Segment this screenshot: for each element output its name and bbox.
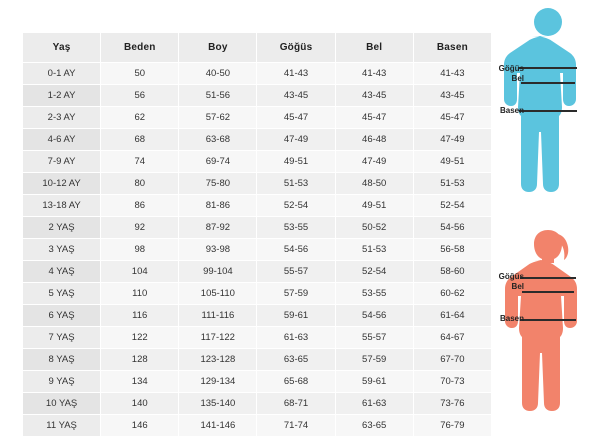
cell-beden: 56	[101, 85, 179, 107]
cell-gogus: 65-68	[257, 371, 335, 393]
cell-gogus: 52-54	[257, 195, 335, 217]
cell-age: 2-3 AY	[23, 107, 101, 129]
cell-boy: 63-68	[179, 129, 257, 151]
cell-bel: 43-45	[335, 85, 413, 107]
cell-basen: 64-67	[413, 327, 491, 349]
cell-boy: 105-110	[179, 283, 257, 305]
table-row	[23, 217, 492, 239]
size-table-container	[22, 32, 492, 437]
table-row	[23, 349, 492, 371]
cell-age: 10-12 AY	[23, 173, 101, 195]
cell-age: 8 YAŞ	[23, 349, 101, 371]
cell-beden: 92	[101, 217, 179, 239]
table-row	[23, 195, 492, 217]
table-row	[23, 239, 492, 261]
column-header-boy: Boy	[179, 33, 257, 63]
cell-age: 2 YAŞ	[23, 217, 101, 239]
size-table	[22, 32, 492, 437]
table-row	[23, 283, 492, 305]
cell-beden: 68	[101, 129, 179, 151]
cell-bel: 48-50	[335, 173, 413, 195]
cell-age: 4 YAŞ	[23, 261, 101, 283]
cell-age: 10 YAŞ	[23, 393, 101, 415]
cell-age: 6 YAŞ	[23, 305, 101, 327]
cell-bel: 63-65	[335, 415, 413, 437]
table-row	[23, 107, 492, 129]
figures-panel	[492, 0, 600, 445]
cell-bel: 55-57	[335, 327, 413, 349]
cell-gogus: 49-51	[257, 151, 335, 173]
boy-label-basen: Basen	[499, 106, 524, 115]
table-header-row	[23, 33, 492, 63]
girl-label-bel: Bel	[511, 282, 524, 291]
girl-silhouette-icon	[492, 228, 600, 440]
cell-gogus: 43-45	[257, 85, 335, 107]
cell-age: 11 YAŞ	[23, 415, 101, 437]
cell-basen: 76-79	[413, 415, 491, 437]
cell-beden: 116	[101, 305, 179, 327]
cell-boy: 51-56	[179, 85, 257, 107]
cell-basen: 56-58	[413, 239, 491, 261]
girl-lower-measure-labels	[478, 314, 524, 324]
cell-age: 1-2 AY	[23, 85, 101, 107]
cell-gogus: 59-61	[257, 305, 335, 327]
cell-basen: 49-51	[413, 151, 491, 173]
cell-age: 9 YAŞ	[23, 371, 101, 393]
cell-bel: 45-47	[335, 107, 413, 129]
table-row	[23, 371, 492, 393]
cell-bel: 50-52	[335, 217, 413, 239]
cell-gogus: 63-65	[257, 349, 335, 371]
cell-gogus: 53-55	[257, 217, 335, 239]
cell-beden: 134	[101, 371, 179, 393]
boy-lower-measure-labels	[478, 106, 524, 116]
cell-bel: 49-51	[335, 195, 413, 217]
table-row	[23, 327, 492, 349]
cell-gogus: 45-47	[257, 107, 335, 129]
girl-label-basen: Basen	[499, 314, 524, 323]
cell-basen: 41-43	[413, 63, 491, 85]
cell-beden: 50	[101, 63, 179, 85]
cell-boy: 111-116	[179, 305, 257, 327]
cell-bel: 57-59	[335, 349, 413, 371]
cell-beden: 62	[101, 107, 179, 129]
cell-beden: 98	[101, 239, 179, 261]
boy-label-bel: Bel	[511, 74, 524, 83]
table-row	[23, 63, 492, 85]
girl-upper-measure-labels	[478, 272, 524, 292]
cell-boy: 117-122	[179, 327, 257, 349]
table-header	[23, 33, 492, 63]
column-header-bel: Bel	[335, 33, 413, 63]
table-body	[23, 63, 492, 437]
table-row	[23, 305, 492, 327]
girl-label-gogus: Göğüs	[498, 272, 524, 281]
cell-basen: 51-53	[413, 173, 491, 195]
cell-basen: 73-76	[413, 393, 491, 415]
cell-bel: 53-55	[335, 283, 413, 305]
cell-gogus: 54-56	[257, 239, 335, 261]
boy-figure	[492, 6, 600, 221]
cell-boy: 93-98	[179, 239, 257, 261]
cell-bel: 51-53	[335, 239, 413, 261]
cell-basen: 61-64	[413, 305, 491, 327]
cell-boy: 69-74	[179, 151, 257, 173]
table-row	[23, 415, 492, 437]
cell-boy: 75-80	[179, 173, 257, 195]
cell-basen: 60-62	[413, 283, 491, 305]
cell-age: 5 YAŞ	[23, 283, 101, 305]
boy-label-gogus: Göğüs	[498, 64, 524, 73]
cell-boy: 99-104	[179, 261, 257, 283]
boy-upper-measure-labels	[478, 64, 524, 84]
cell-age: 13-18 AY	[23, 195, 101, 217]
cell-boy: 81-86	[179, 195, 257, 217]
table-row	[23, 151, 492, 173]
table-row	[23, 261, 492, 283]
cell-gogus: 71-74	[257, 415, 335, 437]
cell-basen: 47-49	[413, 129, 491, 151]
cell-bel: 52-54	[335, 261, 413, 283]
table-row	[23, 85, 492, 107]
cell-boy: 87-92	[179, 217, 257, 239]
cell-beden: 104	[101, 261, 179, 283]
cell-basen: 52-54	[413, 195, 491, 217]
cell-basen: 54-56	[413, 217, 491, 239]
cell-gogus: 55-57	[257, 261, 335, 283]
cell-bel: 59-61	[335, 371, 413, 393]
cell-gogus: 51-53	[257, 173, 335, 195]
cell-beden: 80	[101, 173, 179, 195]
cell-bel: 47-49	[335, 151, 413, 173]
table-row	[23, 129, 492, 151]
cell-boy: 135-140	[179, 393, 257, 415]
cell-boy: 40-50	[179, 63, 257, 85]
cell-beden: 74	[101, 151, 179, 173]
cell-age: 4-6 AY	[23, 129, 101, 151]
cell-boy: 141-146	[179, 415, 257, 437]
cell-age: 7-9 AY	[23, 151, 101, 173]
cell-age: 0-1 AY	[23, 63, 101, 85]
cell-basen: 67-70	[413, 349, 491, 371]
cell-bel: 54-56	[335, 305, 413, 327]
cell-beden: 110	[101, 283, 179, 305]
cell-gogus: 47-49	[257, 129, 335, 151]
cell-beden: 122	[101, 327, 179, 349]
cell-gogus: 41-43	[257, 63, 335, 85]
table-row	[23, 393, 492, 415]
cell-age: 3 YAŞ	[23, 239, 101, 261]
cell-gogus: 68-71	[257, 393, 335, 415]
cell-bel: 61-63	[335, 393, 413, 415]
cell-beden: 86	[101, 195, 179, 217]
cell-basen: 58-60	[413, 261, 491, 283]
cell-age: 7 YAŞ	[23, 327, 101, 349]
cell-basen: 43-45	[413, 85, 491, 107]
column-header-gogus: Göğüs	[257, 33, 335, 63]
cell-bel: 41-43	[335, 63, 413, 85]
cell-beden: 140	[101, 393, 179, 415]
column-header-beden: Beden	[101, 33, 179, 63]
cell-gogus: 57-59	[257, 283, 335, 305]
cell-beden: 128	[101, 349, 179, 371]
girl-figure	[492, 228, 600, 440]
table-row	[23, 173, 492, 195]
cell-basen: 70-73	[413, 371, 491, 393]
column-header-basen: Basen	[413, 33, 491, 63]
cell-beden: 146	[101, 415, 179, 437]
cell-boy: 129-134	[179, 371, 257, 393]
cell-basen: 45-47	[413, 107, 491, 129]
cell-boy: 57-62	[179, 107, 257, 129]
cell-bel: 46-48	[335, 129, 413, 151]
column-header-age: Yaş	[23, 33, 101, 63]
cell-gogus: 61-63	[257, 327, 335, 349]
cell-boy: 123-128	[179, 349, 257, 371]
